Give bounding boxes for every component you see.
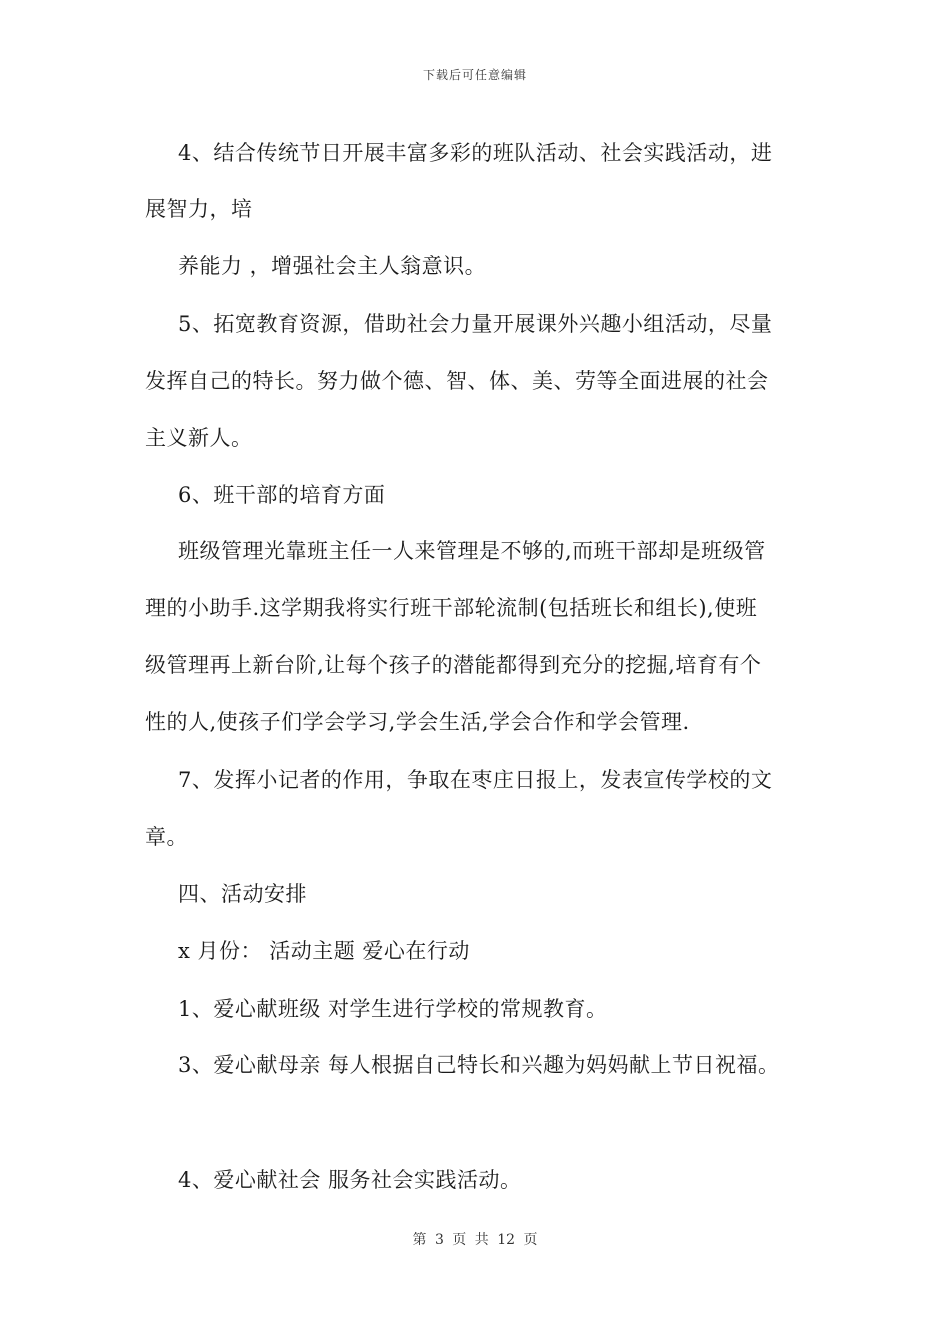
text-line: 展智力，培 bbox=[145, 197, 253, 221]
page-header-note: 下载后可任意编辑 bbox=[422, 68, 527, 82]
text-line: 4、结合传统节日开展丰富多彩的班队活动、社会实践活动，进 bbox=[178, 141, 773, 165]
list-item: 4、爱心献社会 服务社会实践活动。 bbox=[178, 1168, 522, 1192]
text-line: 养能力 ，增强社会主人翁意识。 bbox=[178, 254, 487, 278]
text-line: 章。 bbox=[145, 825, 188, 849]
text-line: 7、发挥小记者的作用，争取在枣庄日报上，发表宣传学校的文 bbox=[178, 768, 773, 792]
section-heading: 四、活动安排 bbox=[178, 882, 307, 906]
section-heading: 6、班干部的培育方面 bbox=[178, 483, 386, 507]
page-footer-number: 第 3 页 共 12 页 bbox=[412, 1232, 538, 1248]
text-line: 主义新人。 bbox=[145, 426, 253, 450]
list-item: 3、爱心献母亲 每人根据自己特长和兴趣为妈妈献上节日祝福。 bbox=[178, 1053, 780, 1077]
list-item: 1、爱心献班级 对学生进行学校的常规教育。 bbox=[178, 997, 608, 1021]
text-line: 性的人,使孩子们学会学习,学会生活,学会合作和学会管理. bbox=[145, 710, 690, 734]
text-line: 级管理再上新台阶,让每个孩子的潜能都得到充分的挖掘,培育有个 bbox=[145, 653, 762, 677]
text-line: 理的小助手.这学期我将实行班干部轮流制(包括班长和组长),使班 bbox=[145, 596, 758, 620]
text-line: 发挥自己的特长。努力做个德、智、体、美、劳等全面进展的社会 bbox=[145, 369, 769, 393]
text-line: 5、拓宽教育资源，借助社会力量开展课外兴趣小组活动，尽量 bbox=[178, 312, 773, 336]
text-line: 班级管理光靠班主任一人来管理是不够的,而班干部却是班级管 bbox=[178, 539, 766, 563]
text-line: x 月份： 活动主题 爱心在行动 bbox=[178, 939, 470, 963]
